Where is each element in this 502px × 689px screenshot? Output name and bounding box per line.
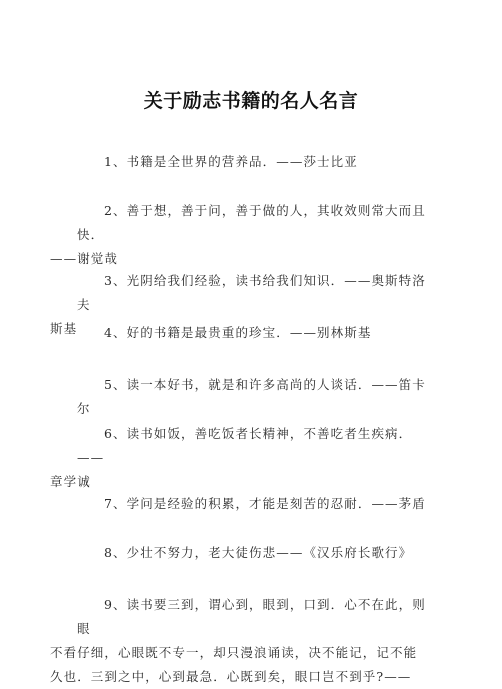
quote-line: ——谢觉哉 — [50, 251, 119, 266]
quote-item — [50, 199, 437, 271]
quote-line: 8、少壮不努力，老大徒伤悲——《汉乐府长歌行》 — [104, 545, 413, 560]
quote-line: 久也．三到之中，心到最急．心既到矣，眼口岂不到乎?—— — [50, 669, 412, 684]
quote-line: 1、书籍是全世界的营养品．——莎士比亚 — [104, 154, 358, 169]
quote-item — [77, 492, 437, 516]
quote-line: 3、光阴给我们经验，读书给我们知识．——奥斯特洛夫 — [77, 273, 426, 312]
quote-line: 4、好的书籍是最贵重的珍宝．——别林斯基 — [104, 325, 372, 340]
quote-line: 7、学问是经验的积累，才能是刻苦的忍耐．——茅盾 — [104, 496, 426, 511]
quote-line: 不看仔细，心眼既不专一，却只漫浪诵读，决不能记，记不能 — [50, 645, 418, 660]
quote-item — [50, 593, 437, 689]
quote-line: 6、读书如饭，善吃饭者长精神，不善吃者生疾病．—— — [77, 426, 413, 465]
quote-line: 9、读书要三到，谓心到，眼到，口到．心不在此，则眼 — [77, 597, 426, 636]
quote-item — [50, 422, 437, 494]
quote-item — [77, 150, 437, 174]
page-title: 关于励志书籍的名人名言 — [143, 90, 359, 112]
quote-line: 2、善于想，善于问，善于做的人，其收效则常大而且快． — [77, 203, 426, 242]
quote-line: 斯基 — [50, 321, 78, 336]
quote-item — [77, 541, 437, 565]
quote-item — [77, 321, 437, 345]
quote-line: 章学诚 — [50, 474, 91, 489]
quote-item — [77, 373, 437, 421]
quote-line: 5、读一本好书，就是和许多高尚的人谈话．——笛卡尔 — [77, 377, 426, 416]
